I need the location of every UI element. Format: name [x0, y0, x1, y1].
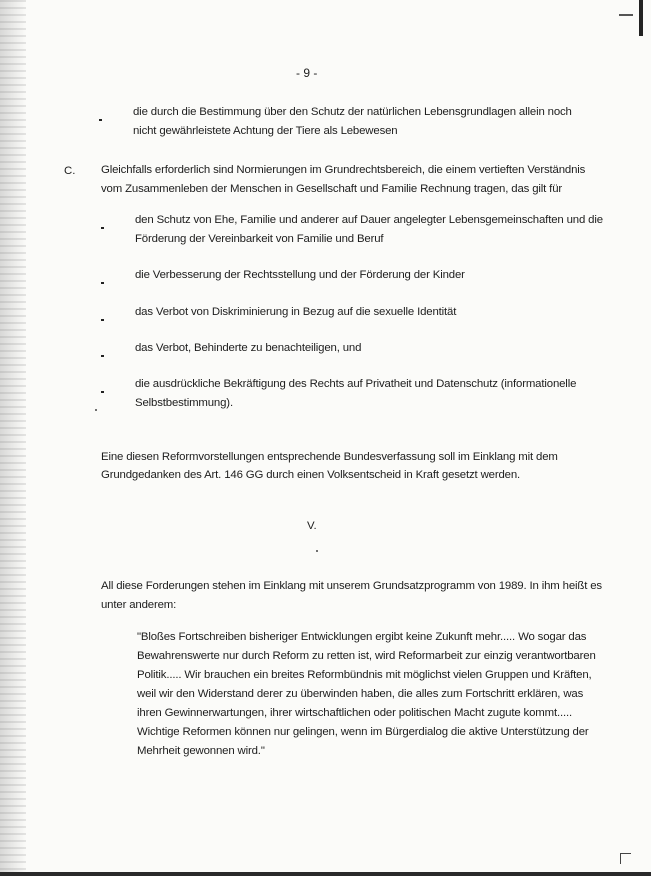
- quote-line: ihren Gewinnerwartungen, ihrer wirtschaftlichen oder politischen Macht zugute kommt.....: [137, 707, 573, 719]
- paragraph-text: unter anderem:: [101, 599, 177, 611]
- quote-line: Politik..... Wir brauchen ein breites Reformbündnis mit möglichst vielen Gruppen und Kräften,: [137, 669, 592, 681]
- scan-speck: [95, 409, 97, 411]
- scan-edge-bottom: [0, 872, 651, 876]
- bullet-line: nicht gewährleistete Achtung der Tiere als Lebewesen: [133, 125, 398, 137]
- list-item: den Schutz von Ehe, Familie und anderer auf Dauer angelegter Lebensgemeinschaften und die: [135, 214, 603, 226]
- bullet-line: die durch die Bestimmung über den Schutz der natürlichen Lebensgrundlagen allein noch: [133, 106, 572, 118]
- bullet-dash: [101, 227, 104, 229]
- scan-mark-top-right-2: [619, 14, 633, 16]
- section-heading-v: V.: [307, 520, 317, 532]
- list-item: die ausdrückliche Bekräftigung des Rechts auf Privatheit und Datenschutz (informationelle: [135, 378, 577, 390]
- scan-mark-top-right: [639, 0, 643, 36]
- bullet-dash: [101, 391, 104, 393]
- quote-line: Bewahrenswerte nur durch Reform zu retten ist, wird Reformarbeit zur einzig verantwortbaren: [137, 650, 596, 662]
- list-item: das Verbot, Behinderte zu benachteiligen, und: [135, 342, 362, 354]
- paragraph-text: All diese Forderungen stehen im Einklang mit unserem Grundsatzprogramm von 1989. In ihm heißt es: [101, 580, 602, 592]
- scan-edge-left: [0, 0, 26, 876]
- section-marker-c: C.: [64, 165, 76, 177]
- scan-mark-bottom-right: [620, 853, 631, 864]
- quote-line: "Bloßes Fortschreiben bisheriger Entwicklungen ergibt keine Zukunft mehr..... Wo sogar das: [137, 631, 587, 643]
- paragraph-text: Grundgedanken des Art. 146 GG durch einen Volksentscheid in Kraft gesetzt werden.: [101, 469, 521, 481]
- section-c-text: Gleichfalls erforderlich sind Normierungen im Grundrechtsbereich, die einem vertieften Verständnis: [101, 164, 586, 176]
- bullet-dash: [101, 355, 104, 357]
- paragraph-text: Eine diesen Reformvorstellungen entsprechende Bundesverfassung soll im Einklang mit dem: [101, 451, 558, 463]
- bullet-dash: [101, 282, 104, 284]
- page-number: - 9 -: [296, 66, 318, 80]
- quote-line: weil wir den Widerstand derer zu überwinden haben, die alles zum Fortschritt erklären, was: [137, 688, 584, 700]
- list-item: Förderung der Vereinbarkeit von Familie und Beruf: [135, 233, 384, 245]
- bullet-dash: [101, 319, 104, 321]
- scan-speck: [316, 550, 318, 552]
- section-c-text: vom Zusammenleben der Menschen in Gesellschaft und Familie Rechnung tragen, das gilt für: [101, 183, 563, 195]
- list-item: Selbstbestimmung).: [135, 397, 233, 409]
- list-item: die Verbesserung der Rechtsstellung und der Förderung der Kinder: [135, 269, 465, 281]
- bullet-dash: [99, 119, 102, 121]
- quote-line: Mehrheit gewonnen wird.": [137, 745, 265, 757]
- list-item: das Verbot von Diskriminierung in Bezug auf die sexuelle Identität: [135, 306, 457, 318]
- quote-line: Wichtige Reformen können nur gelingen, wenn im Bürgerdialog die aktive Unterstützung der: [137, 726, 589, 738]
